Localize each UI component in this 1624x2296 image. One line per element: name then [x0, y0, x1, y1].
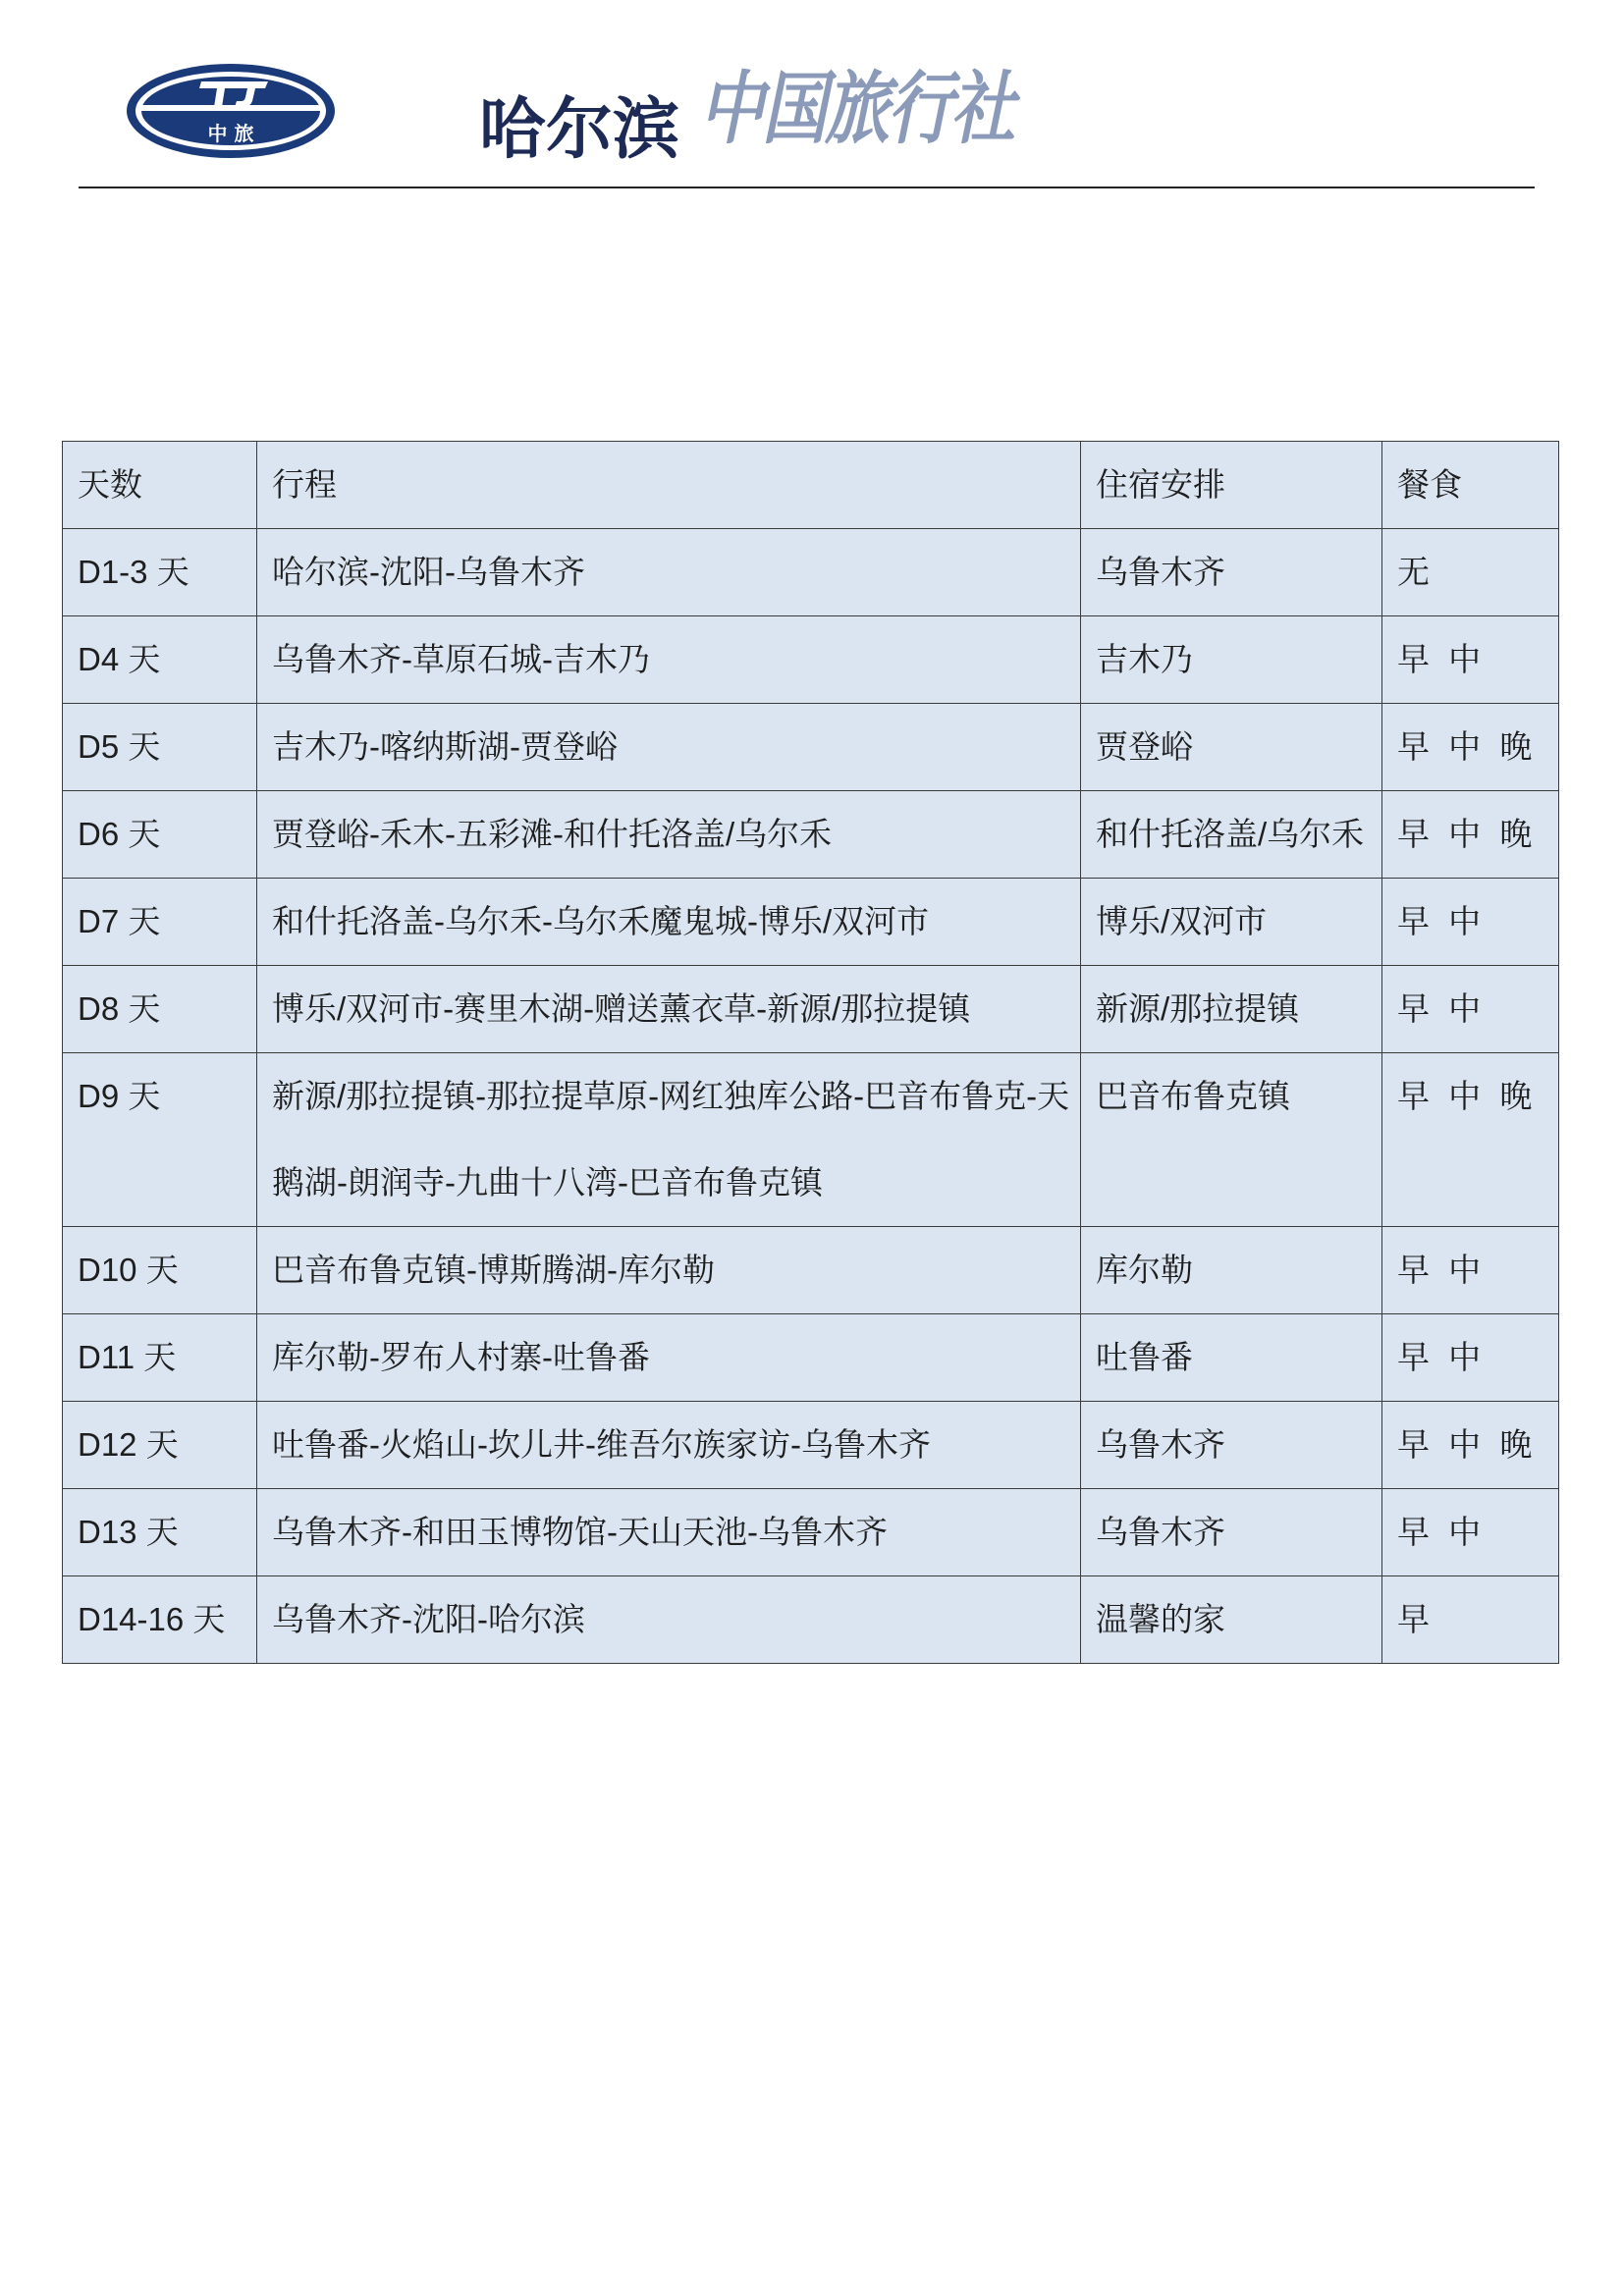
route-cell: 博乐/双河市-赛里木湖-赠送薰衣草-新源/那拉提镇 [257, 966, 1081, 1053]
meals-cell: 早 中 [1382, 616, 1559, 704]
route-cell: 库尔勒-罗布人村寨-吐鲁番 [257, 1314, 1081, 1402]
day-cell: D4 天 [63, 616, 257, 704]
table-row [63, 1053, 1559, 1227]
route-cell: 新源/那拉提镇-那拉提草原-网红独库公路-巴音布鲁克-天鹅湖-朗润寺-九曲十八湾-巴音布鲁克镇 [257, 1053, 1081, 1227]
table-row [63, 791, 1559, 879]
table-row [63, 966, 1559, 1053]
route-cell: 乌鲁木齐-草原石城-吉木乃 [257, 616, 1081, 704]
meals-cell: 早 中 [1382, 966, 1559, 1053]
stay-cell: 吉木乃 [1081, 616, 1382, 704]
stay-cell: 贾登峪 [1081, 704, 1382, 791]
itinerary-table [62, 441, 1559, 1664]
route-cell: 哈尔滨-沈阳-乌鲁木齐 [257, 529, 1081, 616]
stay-cell: 乌鲁木齐 [1081, 1489, 1382, 1576]
route-cell: 吐鲁番-火焰山-坎儿井-维吾尔族家访-乌鲁木齐 [257, 1402, 1081, 1489]
table-row [63, 529, 1559, 616]
title-agency: 中国旅行社 [699, 61, 1013, 155]
day-cell: D10 天 [63, 1227, 257, 1314]
title-city: 哈尔滨 [479, 90, 680, 169]
stay-cell: 巴音布鲁克镇 [1081, 1053, 1382, 1227]
table-row [63, 1314, 1559, 1402]
column-header-meals: 餐食 [1382, 442, 1559, 529]
route-cell: 乌鲁木齐-沈阳-哈尔滨 [257, 1576, 1081, 1664]
meals-cell: 早 [1382, 1576, 1559, 1664]
stay-cell: 和什托洛盖/乌尔禾 [1081, 791, 1382, 879]
table-row [63, 1227, 1559, 1314]
day-cell: D13 天 [63, 1489, 257, 1576]
column-header-day: 天数 [63, 442, 257, 529]
day-cell: D7 天 [63, 879, 257, 966]
day-cell: D11 天 [63, 1314, 257, 1402]
stay-cell: 新源/那拉提镇 [1081, 966, 1382, 1053]
table-row [63, 704, 1559, 791]
table-row [63, 616, 1559, 704]
table-row [63, 1489, 1559, 1576]
meals-cell: 早 中 晚 [1382, 791, 1559, 879]
meals-cell: 早 中 [1382, 879, 1559, 966]
table-row [63, 879, 1559, 966]
meals-cell: 早 中 [1382, 1489, 1559, 1576]
day-cell: D6 天 [63, 791, 257, 879]
route-cell: 和什托洛盖-乌尔禾-乌尔禾魔鬼城-博乐/双河市 [257, 879, 1081, 966]
stay-cell: 乌鲁木齐 [1081, 529, 1382, 616]
meals-cell: 早 中 晚 [1382, 1402, 1559, 1489]
column-header-route: 行程 [257, 442, 1081, 529]
logo-center-bar [138, 105, 323, 111]
day-cell: D12 天 [63, 1402, 257, 1489]
day-cell: D8 天 [63, 966, 257, 1053]
stay-cell: 乌鲁木齐 [1081, 1402, 1382, 1489]
day-cell: D9 天 [63, 1053, 257, 1227]
meals-cell: 无 [1382, 529, 1559, 616]
stay-cell: 温馨的家 [1081, 1576, 1382, 1664]
meals-cell: 早 中 [1382, 1227, 1559, 1314]
day-cell: D14-16 天 [63, 1576, 257, 1664]
company-logo [125, 62, 337, 160]
header-divider [79, 187, 1535, 188]
route-cell: 巴音布鲁克镇-博斯腾湖-库尔勒 [257, 1227, 1081, 1314]
logo-lettering: 中 旅 [207, 122, 254, 145]
route-cell: 吉木乃-喀纳斯湖-贾登峪 [257, 704, 1081, 791]
table-row [63, 1402, 1559, 1489]
stay-cell: 博乐/双河市 [1081, 879, 1382, 966]
table-row [63, 1576, 1559, 1664]
meals-cell: 早 中 晚 [1382, 704, 1559, 791]
stay-cell: 库尔勒 [1081, 1227, 1382, 1314]
route-cell: 乌鲁木齐-和田玉博物馆-天山天池-乌鲁木齐 [257, 1489, 1081, 1576]
column-header-stay: 住宿安排 [1081, 442, 1382, 529]
table-header-row [63, 442, 1559, 529]
meals-cell: 早 中 晚 [1382, 1053, 1559, 1227]
stay-cell: 吐鲁番 [1081, 1314, 1382, 1402]
meals-cell: 早 中 [1382, 1314, 1559, 1402]
route-cell: 贾登峪-禾木-五彩滩-和什托洛盖/乌尔禾 [257, 791, 1081, 879]
day-cell: D5 天 [63, 704, 257, 791]
day-cell: D1-3 天 [63, 529, 257, 616]
